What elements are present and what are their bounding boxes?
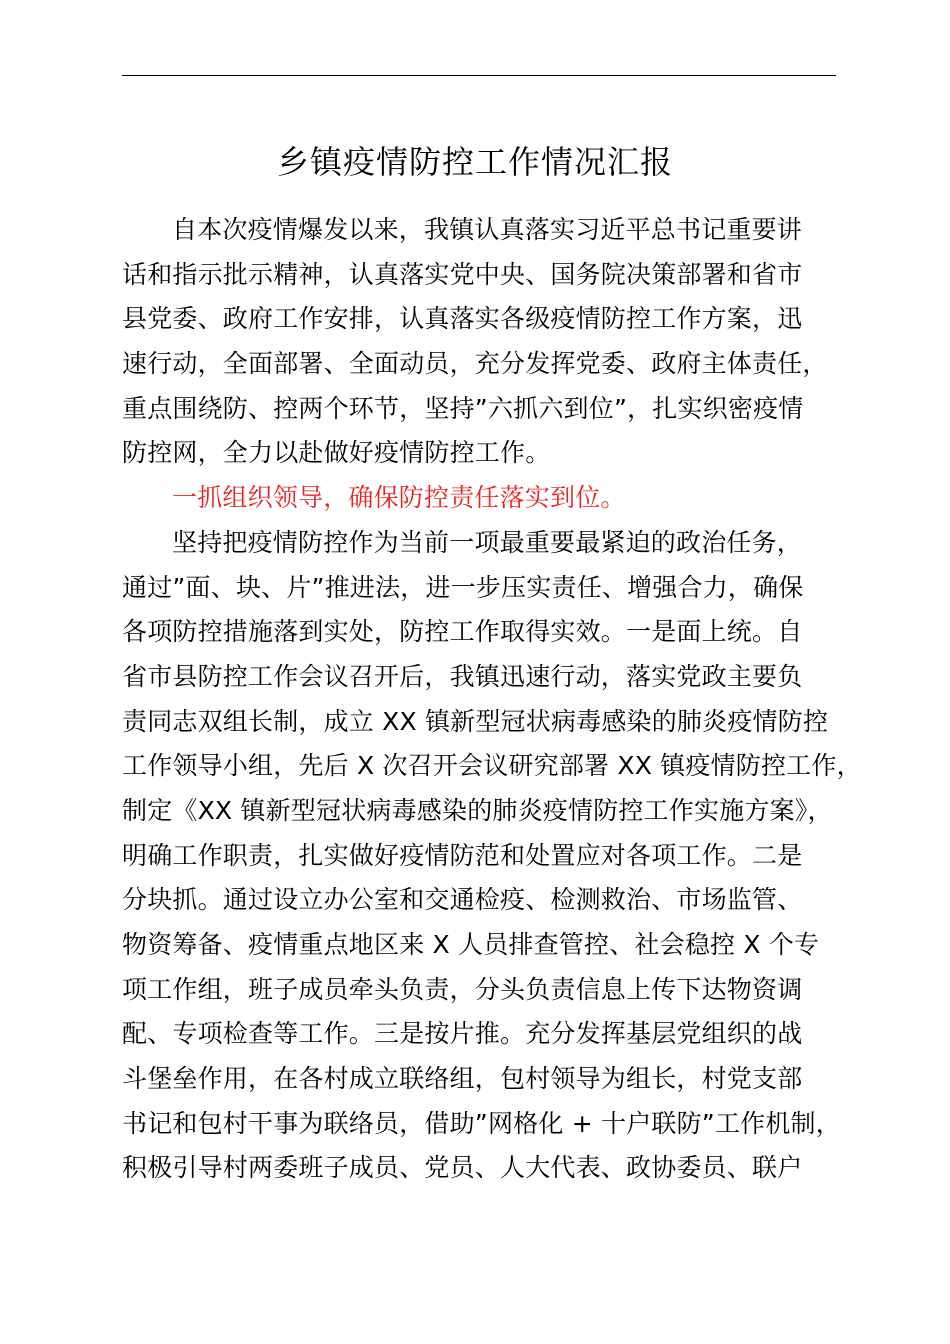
paragraph-1-line-3: 县党委、政府工作安排，认真落实各级疫情防控工作方案，迅 (122, 304, 803, 334)
paragraph-2-line-4: 省市县防控工作会议召开后，我镇迅速行动，落实党政主要负 (122, 661, 803, 691)
document-title: 乡镇疫情防控工作情况汇报 (276, 143, 673, 181)
paragraph-2-line-15: 积极引导村两委班子成员、党员、人大代表、政协委员、联户 (122, 1153, 803, 1183)
paragraph-2-line-2: 通过”面、块、片”推进法，进一步压实责任、增强合力，确保 (122, 572, 804, 602)
paragraph-2-line-5: 责同志双组长制，成立 XX 镇新型冠状病毒感染的肺炎疫情防控 (122, 706, 829, 736)
paragraph-1-line-4: 速行动，全面部署、全面动员，充分发挥党委、政府主体责任， (122, 349, 828, 379)
paragraph-2-line-3: 各项防控措施落到实处，防控工作取得实效。一是面上统。自 (122, 617, 803, 647)
header-rule (122, 75, 836, 76)
paragraph-2-line-14: 书记和包村干事为联络员，借助”网格化 + 十户联防”工作机制， (122, 1108, 841, 1138)
paragraph-1-line-5: 重点围绕防、控两个环节，坚持”六抓六到位”，扎实织密疫情 (122, 393, 804, 423)
document-body (122, 208, 862, 1191)
paragraph-2-line-10: 物资筹备、疫情重点地区来 X 人员排查管控、社会稳控 X 个专 (122, 930, 820, 959)
paragraph-2-line-12: 配、专项检查等工作。三是按片推。充分发挥基层党组织的战 (122, 1019, 803, 1049)
paragraph-2-line-6: 工作领导小组，先后 X 次召开会议研究部署 XX 镇疫情防控工作， (122, 751, 862, 781)
paragraph-2-line-9: 分块抓。通过设立办公室和交通检疫、检测救治、市场监管、 (122, 885, 803, 915)
paragraph-2-line-8: 明确工作职责，扎实做好疫情防范和处置应对各项工作。二是 (122, 840, 803, 870)
paragraph-1-line-1: 自本次疫情爆发以来，我镇认真落实习近平总书记重要讲 (172, 215, 803, 244)
paragraph-2-line-11: 项工作组，班子成员牵头负责，分头负责信息上传下达物资调 (122, 974, 803, 1004)
paragraph-2-line-1: 坚持把疫情防控作为当前一项最重要最紧迫的政治任务， (172, 527, 803, 557)
paragraph-1-line-6: 防控网，全力以赴做好疫情防控工作。 (122, 438, 551, 468)
paragraph-2-line-13: 斗堡垒作用，在各村成立联络组，包村领导为组长，村党支部 (122, 1064, 803, 1094)
section-heading-1: 一抓组织领导，确保防控责任落实到位。 (172, 483, 626, 513)
paragraph-2-line-7: 制定《XX 镇新型冠状病毒感染的肺炎疫情防控工作实施方案》， (122, 795, 833, 825)
paragraph-1-line-2: 话和指示批示精神，认真落实党中央、国务院决策部署和省市 (122, 259, 803, 289)
